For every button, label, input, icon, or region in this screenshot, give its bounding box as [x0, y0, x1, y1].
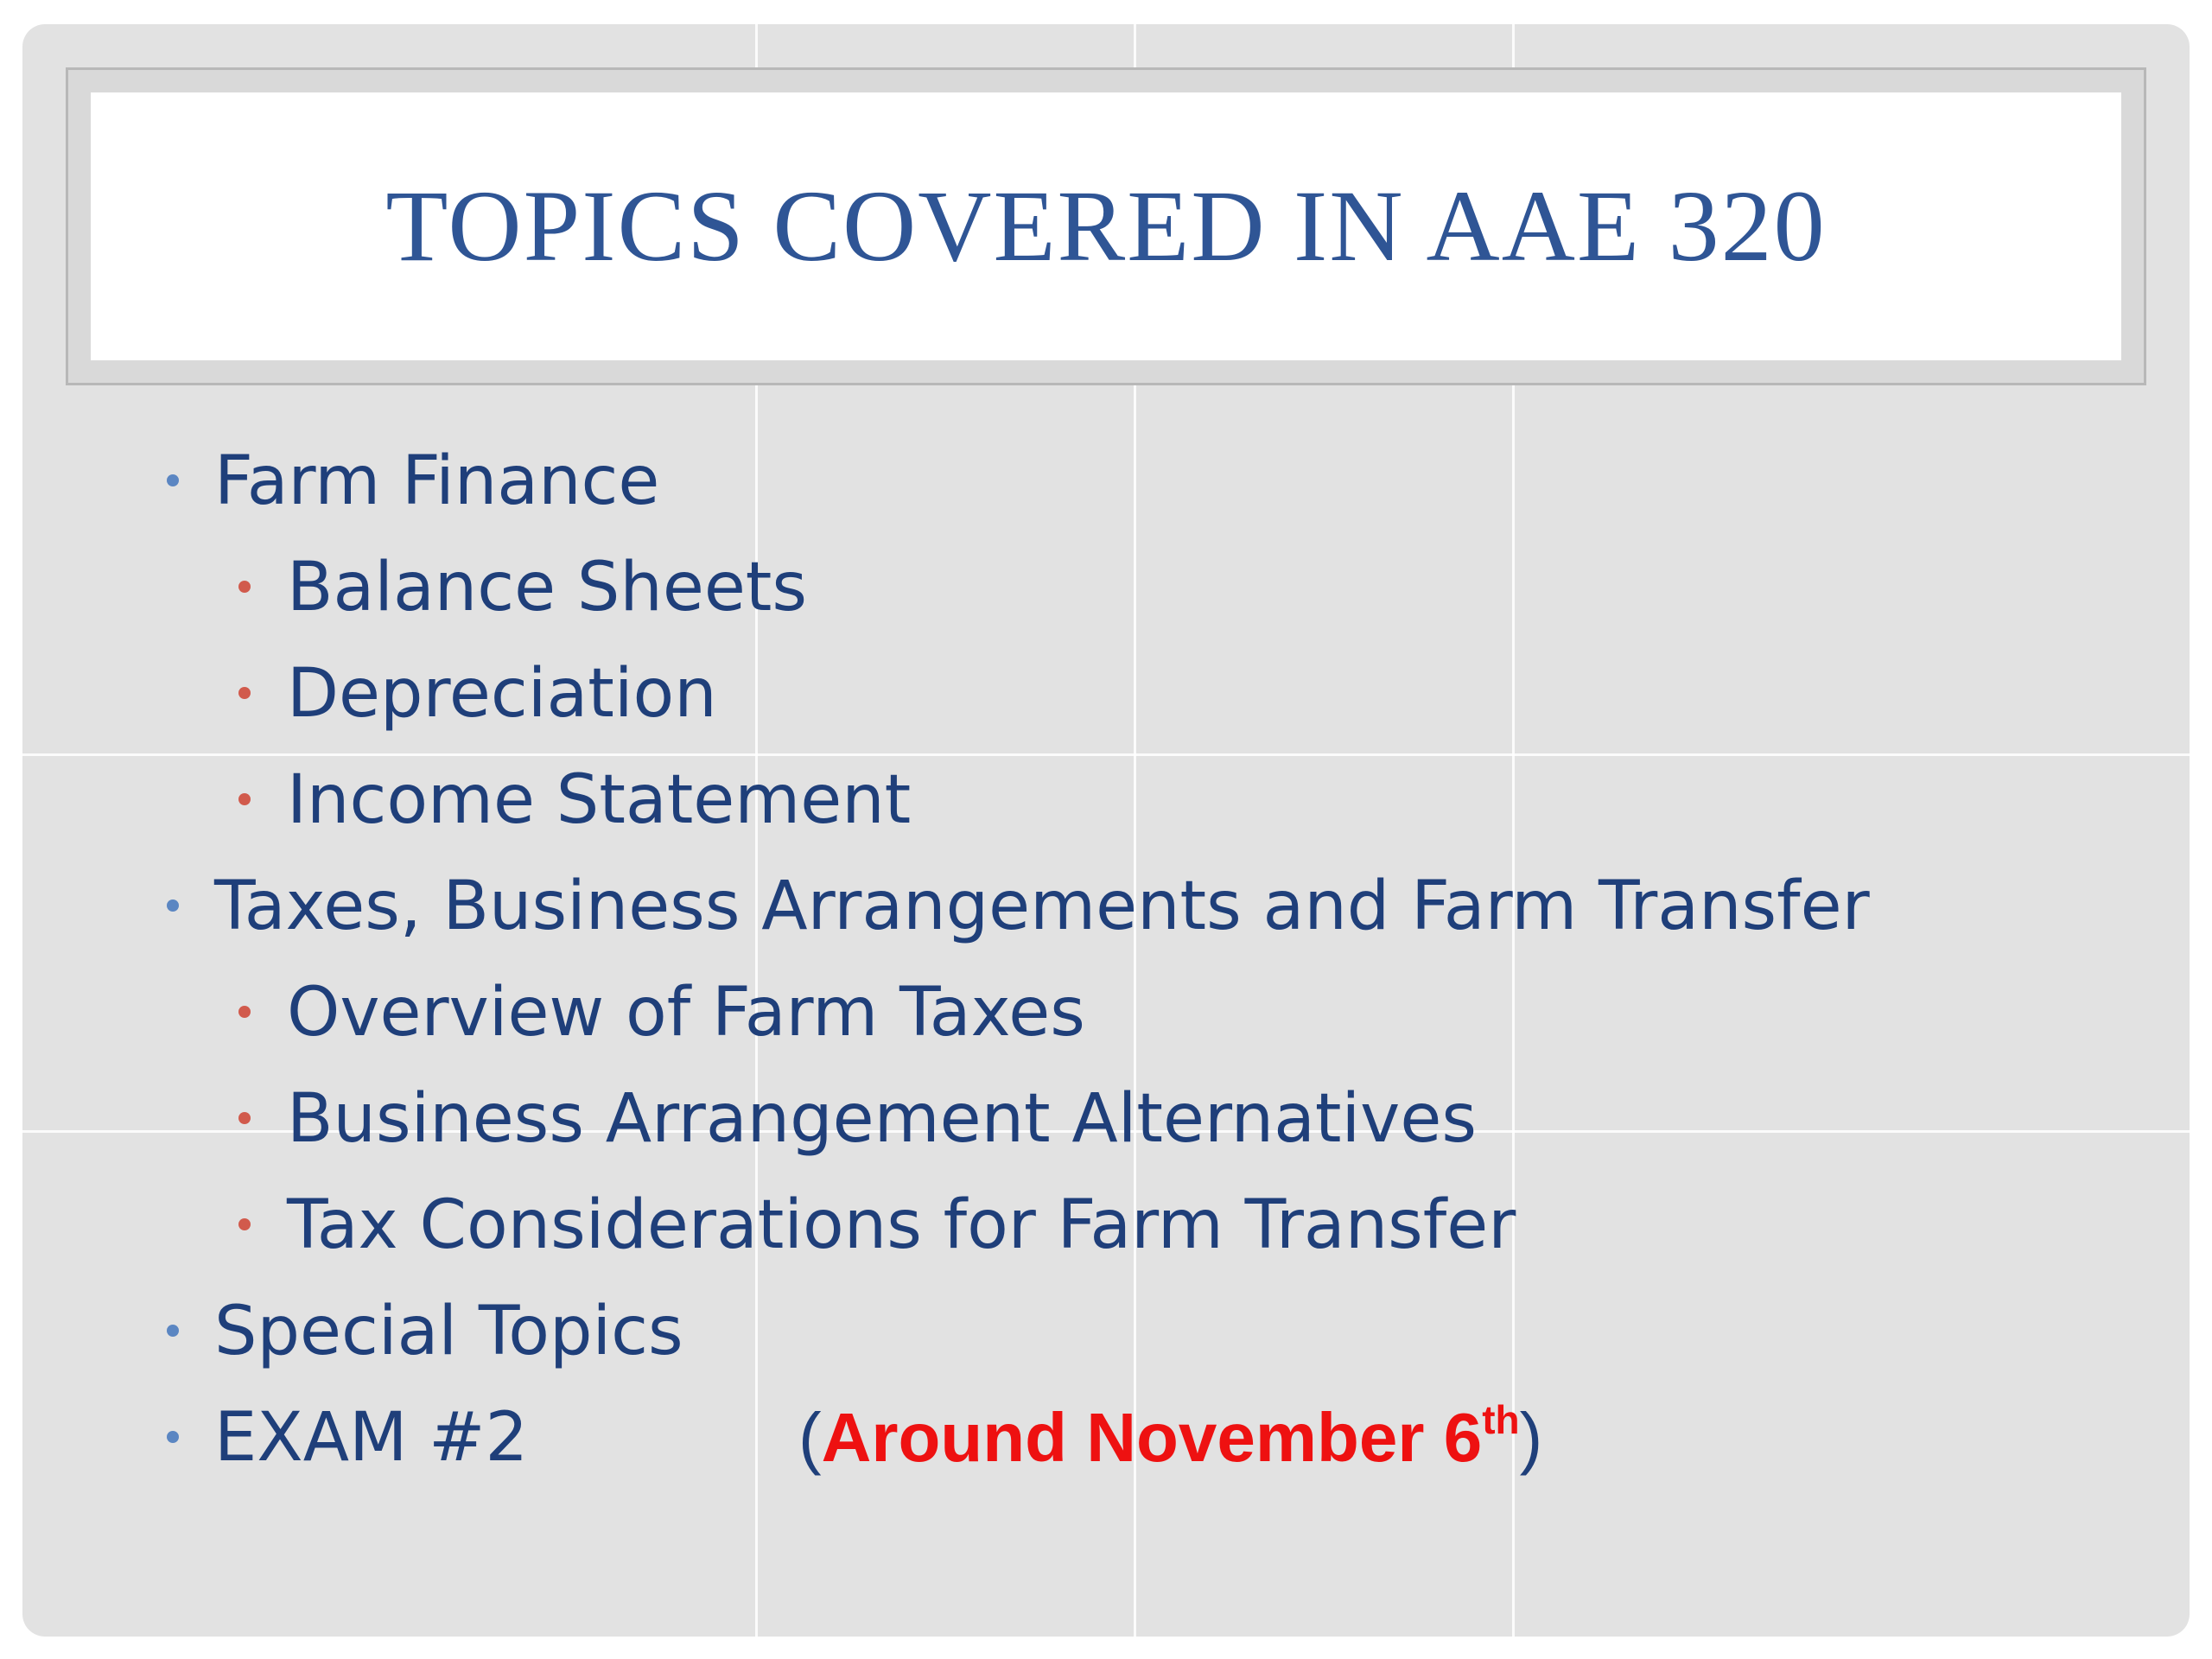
bullet-dot — [167, 899, 179, 912]
sub-bullet-item: Business Arrangement Alternatives — [287, 1080, 1477, 1158]
sub-bullet-dot — [238, 793, 251, 805]
close-paren: ) — [1519, 1399, 1543, 1476]
bullet-dot — [167, 474, 179, 486]
open-paren: ( — [798, 1399, 822, 1476]
sub-bullet-dot — [238, 1218, 251, 1230]
exam-date-label: Around November 6 — [821, 1399, 1483, 1476]
slide — [22, 24, 2190, 1637]
sub-bullet-dot — [238, 581, 251, 593]
sub-bullet-item: Overview of Farm Taxes — [287, 974, 1085, 1052]
bullet-list — [22, 24, 2190, 1637]
sub-bullet-dot — [238, 687, 251, 699]
bullet-dot — [167, 1325, 179, 1337]
sub-bullet-item: Tax Considerations for Farm Transfer — [287, 1186, 1516, 1264]
sub-bullet-item: Income Statement — [287, 761, 912, 839]
bullet-dot — [167, 1431, 179, 1443]
slide-title: TOPICS COVERED IN AAE 320 — [385, 169, 1827, 283]
exam-date-note — [798, 1397, 1543, 1476]
exam-date-ordinal: th — [1482, 1397, 1520, 1442]
exam-date-text — [822, 1399, 1520, 1476]
bullet-item: Special Topics — [214, 1293, 683, 1370]
sub-bullet-dot — [238, 1006, 251, 1018]
sub-bullet-item: Depreciation — [287, 655, 717, 733]
bullet-item: Farm Finance — [214, 442, 660, 520]
sub-bullet-dot — [238, 1112, 251, 1124]
bullet-item: EXAM #2 — [214, 1399, 529, 1477]
sub-bullet-item: Balance Sheets — [287, 549, 808, 626]
bullet-item: Taxes, Business Arrangements and Farm Transfer — [214, 868, 1870, 945]
